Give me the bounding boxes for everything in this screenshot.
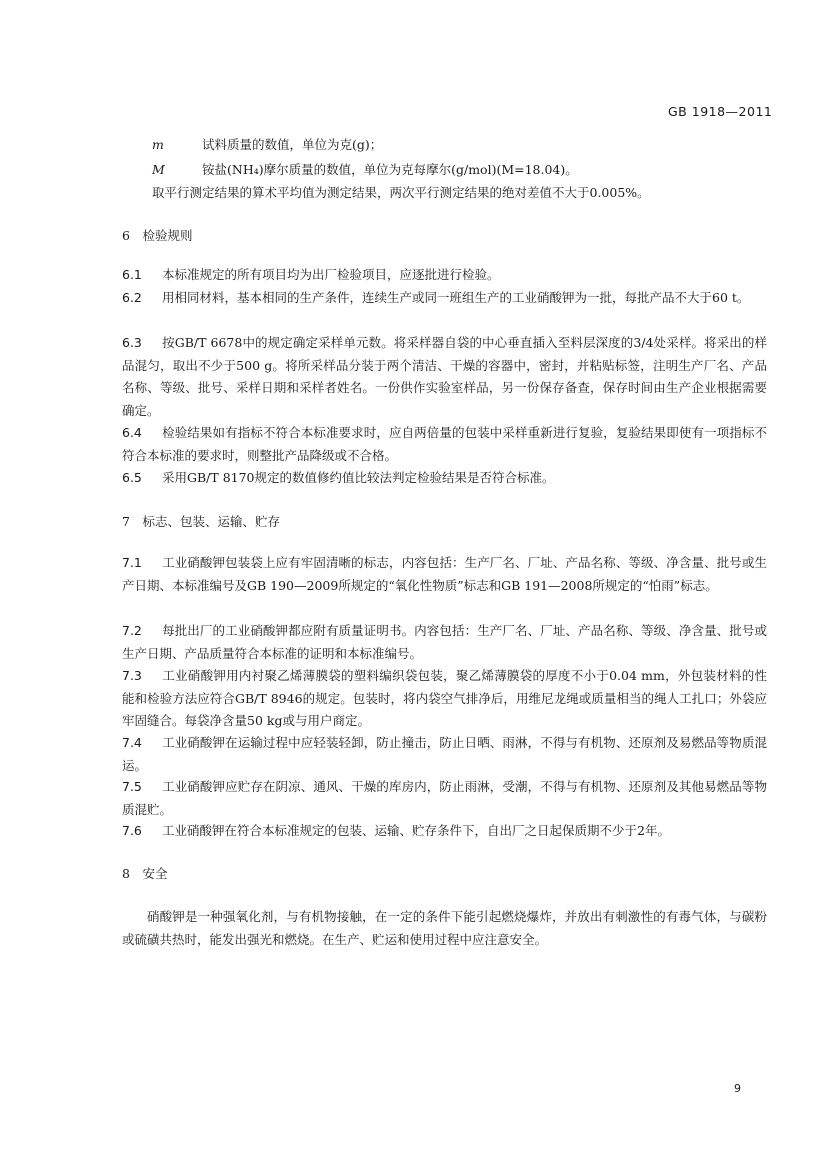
clause-text: 检验结果如有指标不符合本标准要求时，应自两倍量的包装中采样重新进行复验，复验结果即使有一项指标不符合本标准的要求时，则整批产品降级或不合格。	[122, 425, 767, 463]
section-7-title: 7 标志、包装、运输、贮存	[122, 514, 280, 529]
definition-M: 铵盐(NH₄)摩尔质量的数值，单位为克每摩尔(g/mol)(M=18.04)。	[202, 162, 578, 177]
clause-6-3	[122, 332, 767, 422]
clause-text: 按GB/T 6678中的规定确定采样单元数。将采样器自袋的中心垂直插入至料层深度的3/4处采样。将采出的样品混匀，取出不少于500 g。将所采样品分装于两个清洁、干燥的容器中，密封，并粘贴标签，注明生产厂名、产品名称、等级、批号、采样日期和采样者姓名。一份供作实验室样品，另一份保存备查，保存时间由生产企业根据需要确定。	[122, 335, 767, 418]
clause-number: 6.1	[122, 267, 142, 282]
clause-7-2	[122, 620, 767, 665]
clause-6-5	[122, 467, 767, 490]
section-6-title: 6 检验规则	[122, 228, 193, 243]
clause-number: 7.2	[122, 623, 142, 638]
clause-number: 6.5	[122, 470, 142, 485]
safety-paragraph: 硝酸钾是一种强氧化剂，与有机物接触，在一定的条件下能引起燃烧爆炸，并放出有刺激性的有毒气体，与碳粉或硫磺共热时，能发出强光和燃烧。在生产、贮运和使用过程中应注意安全。	[122, 909, 767, 947]
result-statement: 取平行测定结果的算术平均值为测定结果，两次平行测定结果的绝对差值不大于0.005%。	[152, 185, 650, 200]
clause-number: 6.4	[122, 425, 142, 440]
clause-text: 工业硝酸钾在运输过程中应轻装轻卸，防止撞击，防止日晒、雨淋，不得与有机物、还原剂及易燃品等物质混运。	[122, 735, 767, 773]
clause-6-2	[122, 287, 767, 310]
clause-text: 工业硝酸钾用内衬聚乙烯薄膜袋的塑料编织袋包装，聚乙烯薄膜袋的厚度不小于0.04 mm，外包装材料的性能和检验方法应符合GB/T 8946的规定。包装时，将内袋空气排净后，用维尼龙绳或质量相当的绳人工扎口；外袋应牢固缝合。每袋净含量50 kg或与用户商定。	[122, 668, 767, 729]
page-number: 9	[734, 1082, 742, 1095]
clause-text: 本标准规定的所有项目均为出厂检验项目，应逐批进行检验。	[162, 267, 500, 282]
document-id: GB 1918—2011	[668, 104, 773, 119]
clause-number: 7.1	[122, 555, 142, 570]
clause-number: 7.4	[122, 735, 142, 750]
clause-text: 工业硝酸钾包装袋上应有牢固清晰的标志，内容包括：生产厂名、厂址、产品名称、等级、净含量、批号或生产日期、本标准编号及GB 190—2009所规定的“氧化性物质”标志和GB 191—2008所规定的“怕雨”标志。	[122, 555, 767, 593]
clause-7-6	[122, 820, 767, 843]
symbol-M: M	[152, 162, 165, 177]
definition-m: 试料质量的数值，单位为克(g)；	[202, 137, 383, 152]
section-8-title: 8 安全	[122, 866, 168, 881]
clause-7-5	[122, 776, 767, 821]
clause-number: 7.3	[122, 668, 142, 683]
clause-text: 用相同材料，基本相同的生产条件，连续生产或同一班组生产的工业硝酸钾为一批，每批产品不大于60 t。	[162, 290, 750, 305]
clause-7-4	[122, 732, 767, 777]
clause-text: 工业硝酸钾在符合本标准规定的包装、运输、贮存条件下，自出厂之日起保质期不少于2年。	[162, 823, 670, 838]
clause-number: 6.2	[122, 290, 142, 305]
clause-number: 7.5	[122, 779, 142, 794]
clause-6-4	[122, 422, 767, 467]
clause-6-1	[122, 264, 767, 287]
clause-7-1	[122, 552, 767, 597]
clause-text: 采用GB/T 8170规定的数值修约值比较法判定检验结果是否符合标准。	[162, 470, 555, 485]
clause-text: 工业硝酸钾应贮存在阴凉、通风、干燥的库房内，防止雨淋，受潮，不得与有机物、还原剂及其他易燃品等物质混贮。	[122, 779, 767, 817]
symbol-m: m	[152, 137, 164, 152]
clause-text: 每批出厂的工业硝酸钾都应附有质量证明书。内容包括：生产厂名、厂址、产品名称、等级、净含量、批号或生产日期、产品质量符合本标准的证明和本标准编号。	[122, 623, 767, 661]
clause-number: 6.3	[122, 335, 142, 350]
clause-number: 7.6	[122, 823, 142, 838]
clause-7-3	[122, 665, 767, 733]
